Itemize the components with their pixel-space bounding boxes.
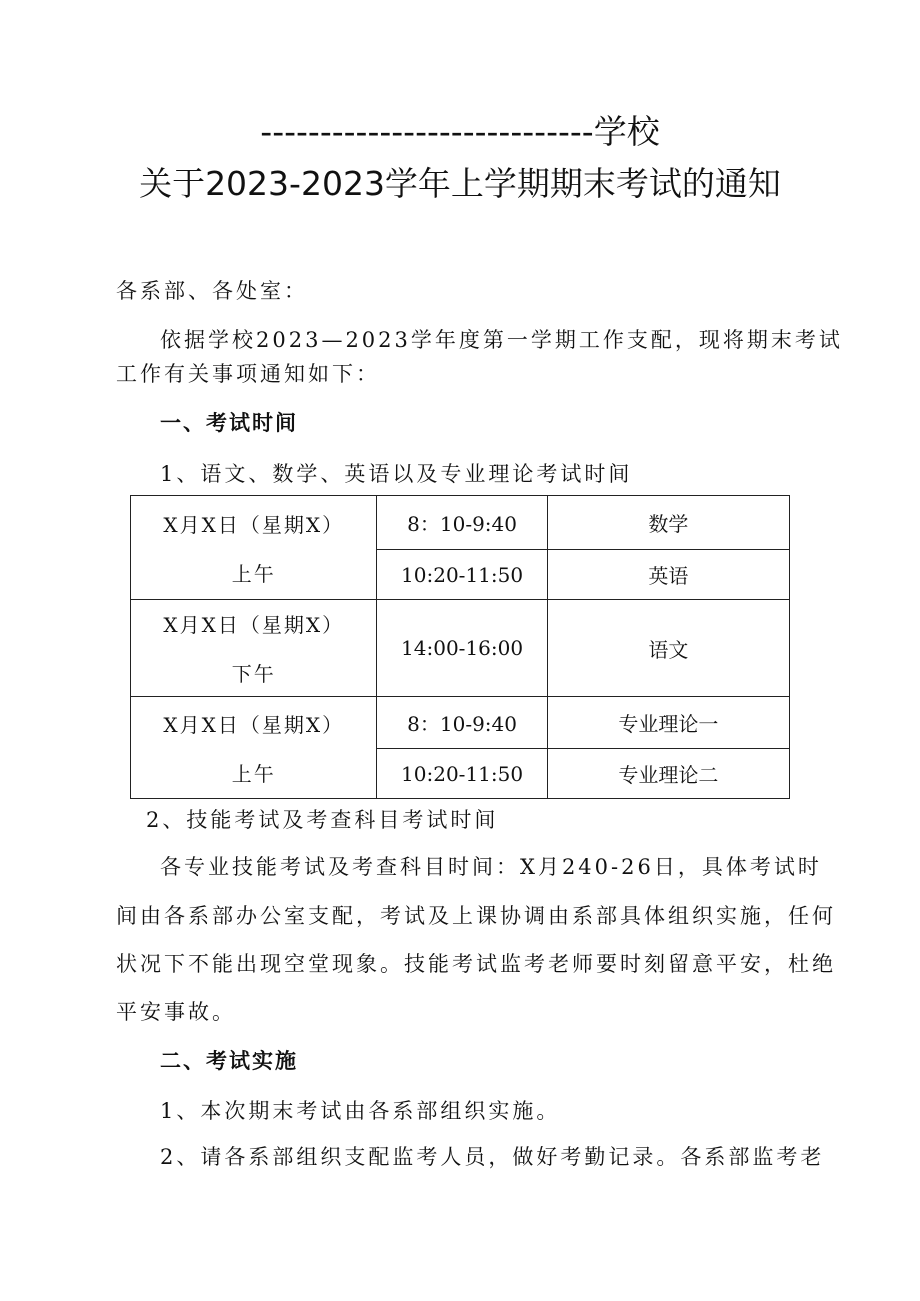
salutation: 各系部、各处室： [116, 279, 308, 303]
section-1-sub-2: 2、技能考试及考查科目考试时间 [146, 808, 499, 832]
exam-schedule-table [130, 495, 790, 799]
subject-cell: 专业理论一 [547, 697, 789, 749]
section-1-sub-1: 1、语文、数学、英语以及专业理论考试时间 [160, 462, 633, 486]
time-cell: 8：10-9:40 [377, 496, 547, 550]
table-row [131, 600, 790, 697]
school-line: ----------------------------学校 [260, 112, 660, 151]
table-row [131, 496, 790, 550]
day-label: X月X日（星期X） [163, 613, 345, 637]
day-cell [131, 697, 377, 799]
subject-cell: 英语 [547, 550, 789, 600]
skills-line-4: 平安事故。 [116, 1000, 236, 1024]
skills-line-3: 状况下不能出现空堂现象。技能考试监考老师要时刻留意平安，杜绝 [116, 952, 836, 976]
notice-title: 关于2023-2023学年上学期期末考试的通知 [139, 164, 781, 203]
day-label: X月X日（星期X） [163, 712, 345, 737]
day-label: X月X日（星期X） [163, 512, 345, 537]
time-cell: 10:20-11:50 [377, 749, 547, 799]
period-label: 上午 [231, 761, 276, 786]
period-label: 下午 [231, 662, 276, 686]
section-2-item-1: 1、本次期末考试由各系部组织实施。 [160, 1099, 561, 1123]
period-label: 上午 [231, 561, 276, 586]
skills-line-2: 间由各系部办公室支配，考试及上课协调由系部具体组织实施，任何 [116, 904, 836, 928]
time-cell: 14:00-16:00 [377, 600, 547, 697]
skills-line-1: 各专业技能考试及考查科目时间：X月240-26日，具体考试时 [160, 855, 822, 879]
intro-line-1: 依据学校2023—2023学年度第一学期工作支配，现将期末考试 [160, 328, 843, 352]
section-2-heading: 二、考试实施 [160, 1049, 298, 1073]
time-cell: 10:20-11:50 [377, 550, 547, 600]
day-cell [131, 600, 377, 697]
intro-line-2: 工作有关事项通知如下： [116, 362, 380, 386]
day-cell [131, 496, 377, 600]
subject-cell: 数学 [547, 496, 789, 550]
time-cell: 8：10-9:40 [377, 697, 547, 749]
table-row [131, 697, 790, 749]
subject-cell: 语文 [547, 600, 789, 697]
subject-cell: 专业理论二 [547, 749, 789, 799]
section-1-heading: 一、考试时间 [160, 411, 298, 435]
section-2-item-2: 2、请各系部组织支配监考人员，做好考勤记录。各系部监考老 [160, 1145, 825, 1169]
